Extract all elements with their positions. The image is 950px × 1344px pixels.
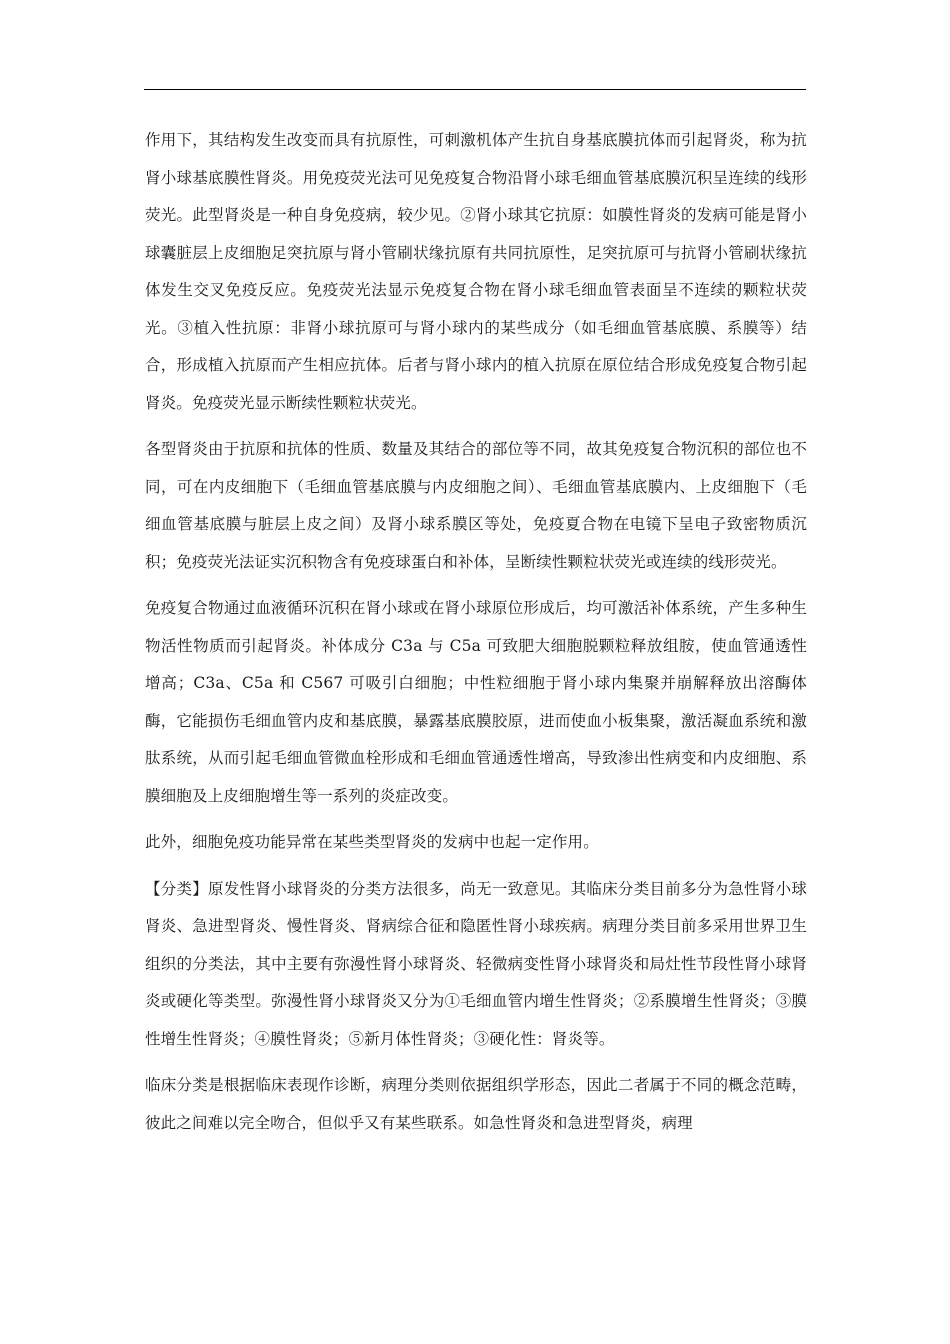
paragraph-complement-activation: 免疫复合物通过血液循环沉积在肾小球或在肾小球原位形成后，均可激活补体系统，产生多种生物活性物质而引起肾炎。补体成分 C3a 与 C5a 可致肥大细胞脱颗粒释放组胺，使血管通透性增高；C3a、C5a 和 C567 可吸引白细胞；中性粒细胞于肾小球内集聚并崩解释放出溶酶体酶，它能损伤毛细血管内皮和基底膜，暴露基底膜胶原，进而使血小板集聚，激活凝血系统和激肽系统，从而引起毛细血管微血栓形成和毛细血管通透性增高，导致渗出性病变和内皮细胞、系膜细胞及上皮细胞增生等一系列的炎症改变。 <box>145 599 807 805</box>
paragraph-cellular-immunity: 此外，细胞免疫功能异常在某些类型肾炎的发病中也起一定作用。 <box>145 833 599 851</box>
page-body <box>145 122 807 1142</box>
header-rule <box>144 89 806 90</box>
paragraph-classification: 【分类】原发性肾小球肾炎的分类方法很多，尚无一致意见。其临床分类目前多分为急性肾小球肾炎、急进型肾炎、慢性肾炎、肾病综合征和隐匿性肾小球疾病。病理分类目前多采用世界卫生组织的分类法，其中主要有弥漫性肾小球肾炎、轻微病变性肾小球肾炎和局灶性节段性肾小球肾炎或硬化等类型。弥漫性肾小球肾炎又分为①毛细血管内增生性肾炎；②系膜增生性肾炎；③膜性增生性肾炎；④膜性肾炎；⑤新月体性肾炎；③硬化性：肾炎等。 <box>145 879 807 1048</box>
paragraph-deposit-locations: 各型肾炎由于抗原和抗体的性质、数量及其结合的部位等不同，故其免疫复合物沉积的部位也不同，可在内皮细胞下（毛细血管基底膜与内皮细胞之间）、毛细血管基底膜内、上皮细胞下（毛细血管基底膜与脏层上皮之间）及肾小球系膜区等处，免疫夏合物在电镜下呈电子致密物质沉积；免疫荧光法证实沉积物含有免疫球蛋白和补体，呈断续性颗粒状荧光或连续的线形荧光。 <box>145 440 807 571</box>
paragraph-antigen-types: 作用下，其结构发生改变而具有抗原性，可刺激机体产生抗自身基底膜抗体而引起肾炎，称为抗肾小球基底膜性肾炎。用免疫荧光法可见免疫复合物沿肾小球毛细血管基底膜沉积呈连续的线形荧光。此型肾炎是一种自身免疫病，较少见。②肾小球其它抗原：如膜性肾炎的发病可能是肾小球囊脏层上皮细胞足突抗原与肾小管刷状缘抗原有共同抗原性，足突抗原可与抗肾小管刷状缘抗体发生交叉免疫反应。免疫荧光法显示免疫复合物在肾小球毛细血管表面呈不连续的颗粒状荧光。③植入性抗原：非肾小球抗原可与肾小球内的某些成分（如毛细血管基底膜、系膜等）结合，形成植入抗原而产生相应抗体。后者与肾小球内的植入抗原在原位结合形成免疫复合物引起肾炎。免疫荧光显示断续性颗粒状荧光。 <box>145 131 807 412</box>
paragraph-clinical-vs-pathology: 临床分类是根据临床表现作诊断，病理分类则依据组织学形态，因此二者属于不同的概念范畴，彼此之间难以完全吻合，但似乎又有某些联系。如急性肾炎和急进型肾炎，病理 <box>145 1076 807 1132</box>
